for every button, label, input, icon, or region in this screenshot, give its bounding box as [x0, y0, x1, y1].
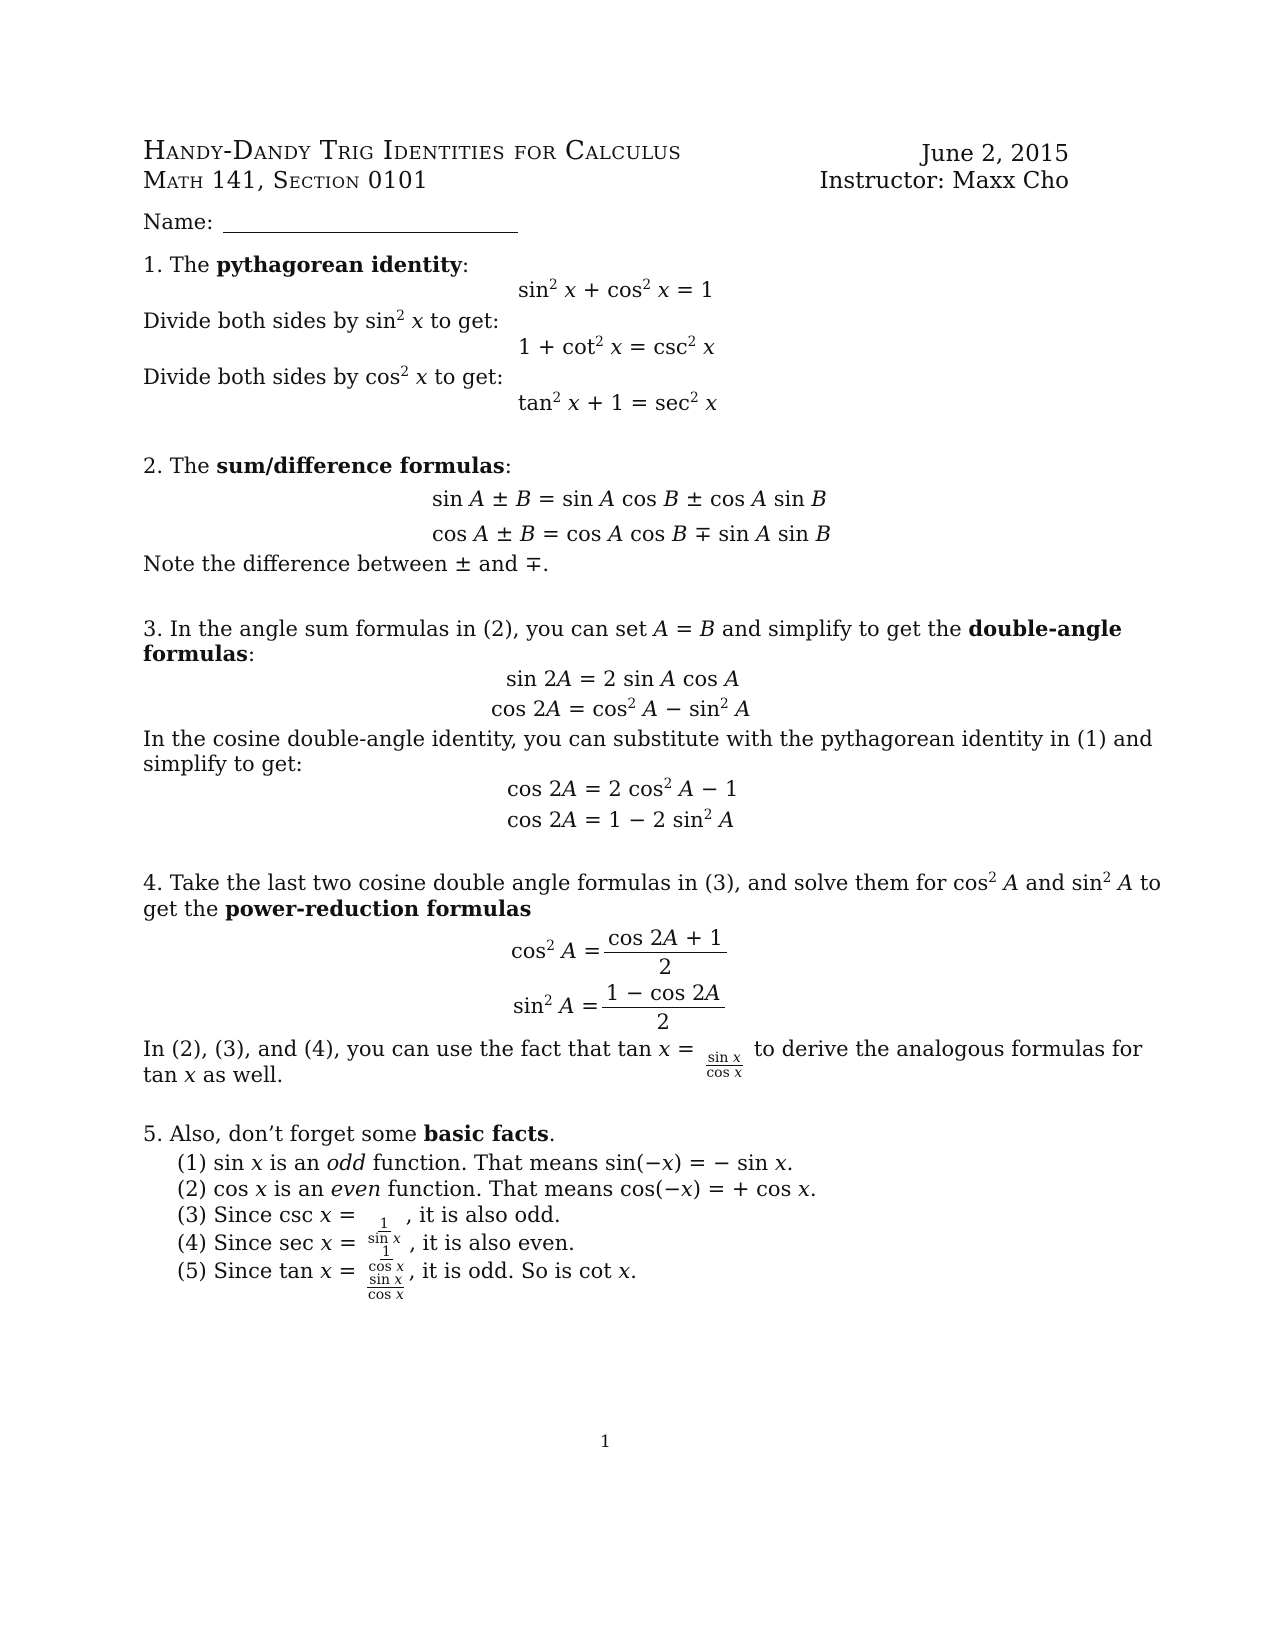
- name-field[interactable]: [143, 210, 518, 234]
- equation-cos-double: $\cos 2A = \cos^2 A - \sin^2 A$: [491, 695, 751, 721]
- section-1-line-3: Divide both sides by $\cos^2 x$ to get:: [143, 363, 504, 389]
- basic-fact-2: (2) cos x is an even function. That means cos(−x) = + cos x.: [177, 1177, 817, 1201]
- section-3-paragraph-line-1: In the cosine double-angle identity, you can substitute with the pythagorean identity in (1) and: [143, 727, 1153, 751]
- section-1-line-2: Divide both sides by $\sin^2 x$ to get:: [143, 307, 500, 333]
- basic-fact-3: (3) Since csc x = $\frac{1}{\text{sin x}}$ , it is also odd.: [177, 1203, 561, 1247]
- instructor: Instructor: Maxx Cho: [819, 168, 1069, 194]
- section-4-tail-line-1: In (2), (3), and (4), you can use the fact that tan x = $\frac{\text{sin x}}{\text{cos x}}$ to derive the analogous formulas for: [143, 1037, 1143, 1081]
- equation-tan-sec: $\tan^2 x + 1 = \sec^2 x$: [518, 389, 718, 415]
- basic-fact-4: (4) Since sec x = $\frac{1}{\text{cos x}}$ , it is also even.: [177, 1231, 575, 1275]
- equation-cos-squared-reduction: $\cos^2 A$ = $\frac{\cos 2A + 1}{2}$: [511, 926, 730, 979]
- equation-sin-double: sin 2A = 2 sin A cos A: [506, 667, 740, 691]
- basic-fact-5: (5) Since tan x = $\frac{\text{sin x}}{\text{cos x}}$ , it is odd. So is cot x.: [177, 1259, 637, 1303]
- basic-fact-1: (1) sin x is an odd function. That means sin(−x) = − sin x.: [177, 1151, 794, 1175]
- fraction: $\frac{\cos 2A + 1}{2}$: [604, 926, 727, 979]
- section-4-heading-line-1: 4. Take the last two cosine double angle formulas in (3), and solve them for $\cos^2 A$ and $\sin^2 A$ to: [143, 869, 1161, 895]
- equation-cot-csc: $1 + \cot^2 x = \csc^2 x$: [518, 333, 715, 359]
- equation-sin-sum: sin A ± B = sin A cos B ± cos A sin B: [432, 487, 827, 511]
- section-3-heading-line-1: 3. In the angle sum formulas in (2), you can set A = B and simplify to get the double-angle: [143, 616, 1123, 641]
- fraction: $\frac{1 - \cos 2A}{2}$: [602, 981, 725, 1034]
- page-number: 1: [600, 1432, 611, 1452]
- date: June 2, 2015: [921, 141, 1069, 167]
- section-2-heading: 2. The sum/difference formulas:: [143, 453, 512, 478]
- section-1-heading: 1. The pythagorean identity:: [143, 252, 470, 277]
- name-label: Name:: [143, 210, 214, 234]
- course-info: Math 141, Section 0101: [143, 168, 429, 194]
- equation-sin-squared-reduction: $\sin^2 A$ = $\frac{1 - \cos 2A}{2}$: [513, 981, 728, 1034]
- document-title: Handy-Dandy Trig Identities for Calculus: [143, 136, 682, 166]
- equation-pythagorean: $\sin^2 x + \cos^2 x = 1$: [518, 276, 714, 302]
- section-3-heading-line-2: formulas:: [143, 641, 256, 666]
- section-2-note: Note the difference between ± and ∓.: [143, 552, 550, 576]
- section-4-tail-line-2: tan x as well.: [143, 1063, 284, 1087]
- section-4-heading-line-2: get the power-reduction formulas: [143, 896, 532, 921]
- equation-cos-double-alt-2: cos 2A = 1 − 2 $\sin^2 A$: [507, 806, 735, 832]
- section-5-heading: 5. Also, don’t forget some basic facts.: [143, 1121, 556, 1146]
- equation-cos-sum: cos A ± B = cos A cos B ∓ sin A sin B: [432, 522, 832, 546]
- name-blank-line[interactable]: [223, 212, 518, 233]
- section-3-paragraph-line-2: simplify to get:: [143, 752, 303, 776]
- equation-cos-double-alt-1: cos 2A = 2 $\cos^2 A - 1$: [507, 775, 739, 801]
